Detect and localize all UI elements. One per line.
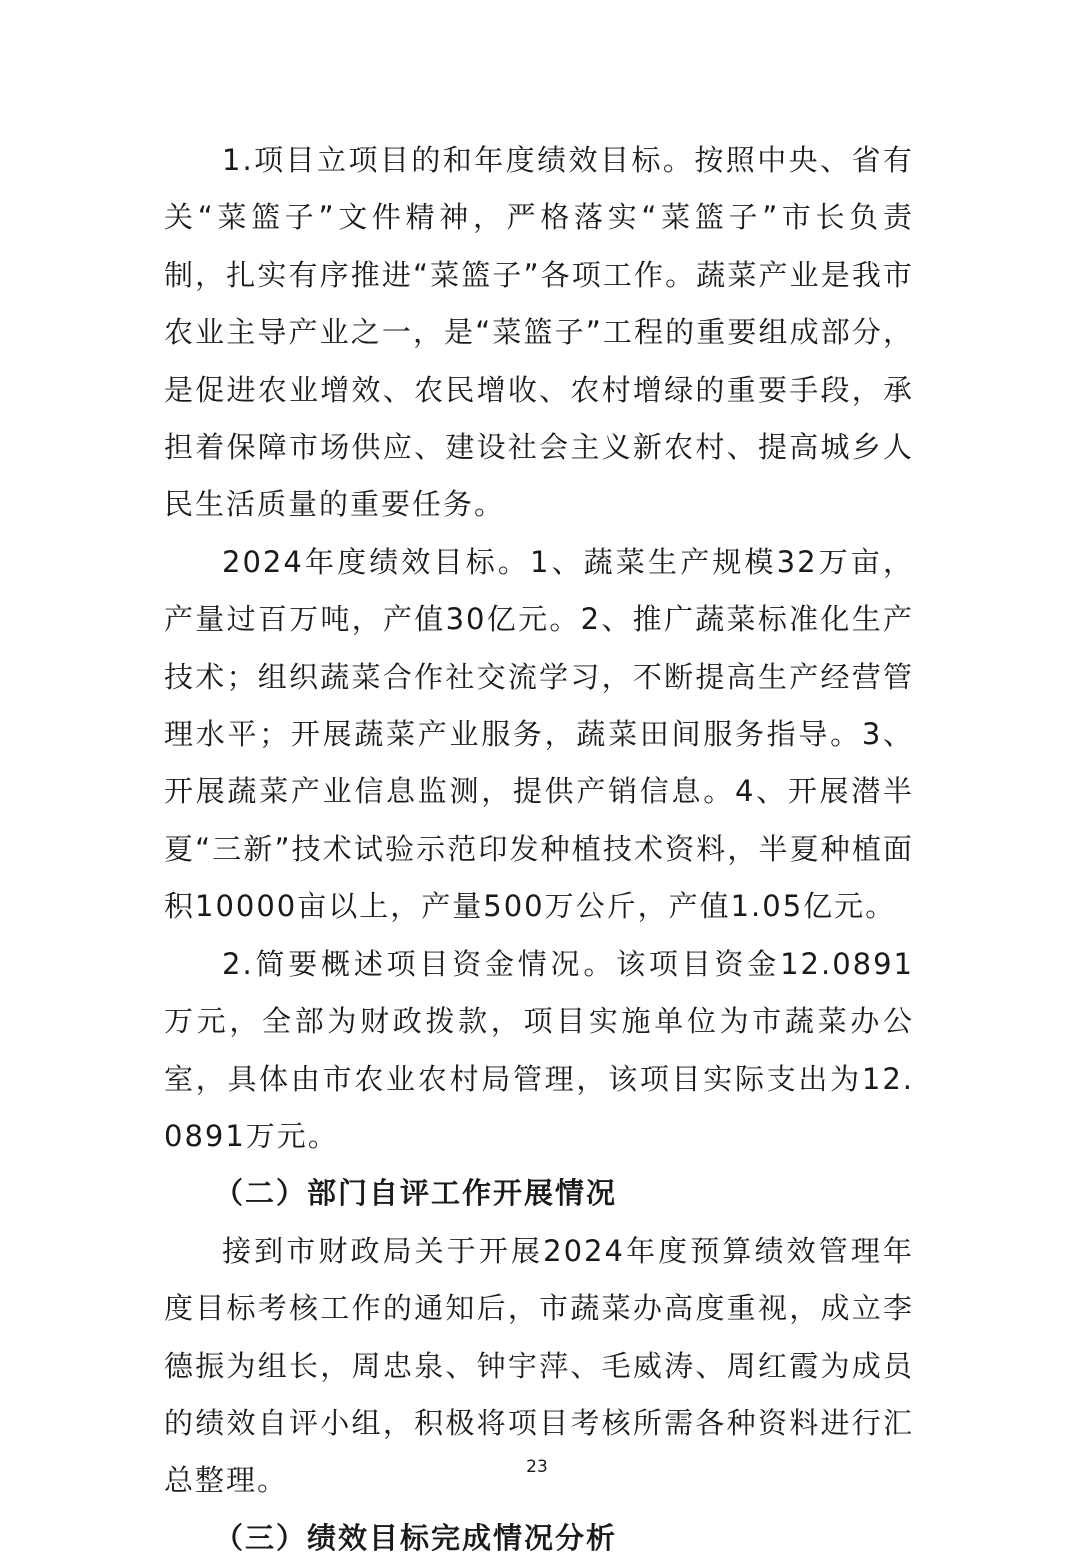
paragraph-project-goals: 1.项目立项目的和年度绩效目标。按照中央、省有关“菜篮子”文件精神，严格落实“菜篮子”市长负责制，扎实有序推进“菜篮子”各项工作。蔬菜产业是我市农业主导产业之一，是“菜篮子”工程的重要组成部分，是促进农业增效、农民增收、农村增绿的重要手段，承担着保障市场供应、建设社会主义新农村、提高城乡人民生活质量的重要任务。: [164, 143, 914, 522]
section-heading-goal-analysis: （三）绩效目标完成情况分析: [214, 1520, 618, 1555]
paragraph-2024-targets: 2024年度绩效目标。1、蔬菜生产规模32万亩，产量过百万吨，产值30亿元。2、推广蔬菜标准化生产技术；组织蔬菜合作社交流学习，不断提高生产经营管理水平；开展蔬菜产业服务，蔬菜田间服务指导。3、开展蔬菜产业信息监测，提供产销信息。4、开展潜半夏“三新”技术试验示范印发种植技术资料，半夏种植面积10000亩以上，产量500万公斤，产值1.05亿元。: [164, 544, 914, 924]
section-heading-self-evaluation: （二）部门自评工作开展情况: [214, 1176, 618, 1211]
paragraph-self-evaluation: 接到市财政局关于开展2024年度预算绩效管理年度目标考核工作的通知后，市蔬菜办高度重视，成立李德振为组长，周忠泉、钟宇萍、毛威涛、周红霞为成员的绩效自评小组，积极将项目考核所需各种资料进行汇总整理。: [164, 1233, 914, 1498]
paragraph-funding-overview: 2.简要概述项目资金情况。该项目资金12.0891万元，全部为财政拨款，项目实施单位为市蔬菜办公室，具体由市农业农村局管理，该项目实际支出为12.0891万元。: [164, 946, 914, 1153]
page-number: 23: [526, 1457, 548, 1477]
page-content: [164, 132, 914, 1567]
